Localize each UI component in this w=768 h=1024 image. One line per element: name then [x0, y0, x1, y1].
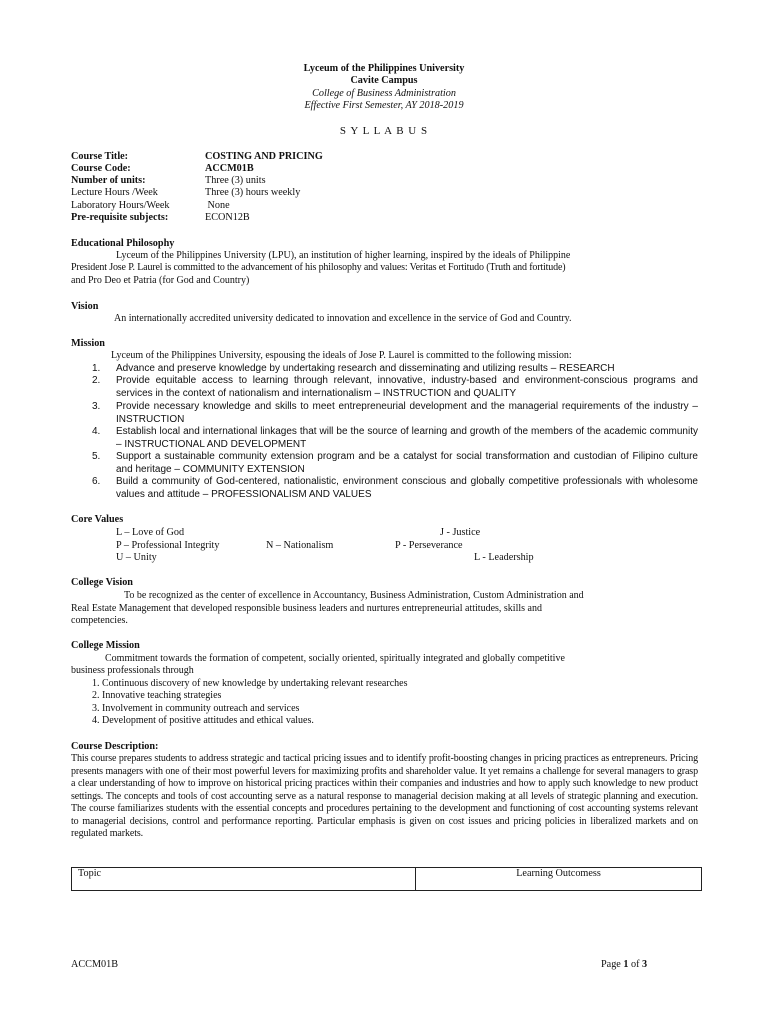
course-info-value: Three (3) units: [205, 175, 266, 186]
core-value-nationalism: N – Nationalism: [266, 540, 334, 551]
vision-text: An internationally accredited university dedicated to innovation and excellence in the service of God and Country.: [114, 313, 572, 324]
mission-item-number: 3.: [92, 401, 101, 412]
page-of-label: of: [628, 959, 643, 970]
course-info-value: ACCM01B: [205, 163, 254, 174]
mission-item-text: Establish local and international linkages that will be the source of learning and growth of the members of the academic community – INSTRUCTIONAL AND DEVELOPMENT: [116, 426, 698, 450]
college-mission-line: Commitment towards the formation of competent, socially oriented, spiritually integrated and globally competitive: [105, 653, 565, 664]
topics-table: [71, 867, 702, 891]
current-page: 1: [623, 959, 629, 970]
course-info-row: [71, 200, 691, 213]
educational-philosophy-heading: Educational Philosophy: [71, 238, 175, 249]
core-value-unity: U – Unity: [116, 552, 157, 563]
course-info-label: Course Title:: [71, 151, 129, 162]
college-mission-item: 1. Continuous discovery of new knowledge by undertaking relevant researches: [92, 678, 408, 689]
vision-heading: Vision: [71, 301, 99, 312]
college-mission-heading: College Mission: [71, 640, 140, 651]
college-vision-heading: College Vision: [71, 577, 133, 588]
course-info-label: Lecture Hours /Week: [71, 187, 158, 198]
core-value-perseverance: P - Perseverance: [395, 540, 463, 551]
course-info-value: ECON12B: [205, 212, 250, 223]
table-header-topic: Topic: [72, 868, 416, 891]
philosophy-line: President Jose P. Laurel is committed to the advancement of his philosophy and values: Veritas et Fortitudo (Truth and fortitude): [71, 262, 566, 273]
mission-item-text: Build a community of God-centered, nationalistic, environment conscious and globally competitive professionals with wholesome values and attitude – PROFESSIONALISM AND VALUES: [116, 476, 698, 500]
effectivity-line: Effective First Semester, AY 2018-2019: [304, 100, 464, 111]
university-name: Lyceum of the Philippines University: [303, 63, 465, 74]
mission-intro: Lyceum of the Philippines University, espousing the ideals of Jose P. Laurel is committed to the following mission:: [111, 350, 572, 361]
page-label: Page: [601, 959, 624, 970]
college-mission-item: 3. Involvement in community outreach and services: [92, 703, 300, 714]
mission-item-number: 1.: [92, 363, 101, 374]
mission-item-text: Advance and preserve knowledge by undertaking research and disseminating and utilizing results – RESEARCH: [116, 363, 615, 374]
core-value-professional-integrity: P – Professional Integrity: [116, 540, 220, 551]
core-value-leadership: L - Leadership: [474, 552, 534, 563]
college-mission-item: 4. Development of positive attitudes and ethical values.: [92, 715, 314, 726]
campus-name: Cavite Campus: [350, 75, 418, 86]
core-value-justice: J - Justice: [440, 527, 481, 538]
course-info-value: None: [205, 200, 230, 211]
course-info-row: [71, 212, 691, 225]
college-name: College of Business Administration: [312, 88, 456, 99]
mission-item-text: Support a sustainable community extension program and be a catalyst for social transformation and custodian of Filipino culture and heritage – COMMUNITY EXTENSION: [116, 451, 698, 475]
table-header-row: [72, 868, 702, 891]
course-description-heading: Course Description:: [71, 741, 159, 752]
course-info-label: Course Code:: [71, 163, 131, 174]
mission-item-number: 5.: [92, 451, 101, 462]
mission-item-number: 2.: [92, 375, 101, 386]
course-description-text: This course prepares students to address strategic and tactical pricing issues and to identify profit-boosting changes in pricing practices as entrepreneurs. Pricing presents managers with one of their most powerful levers for maximizing profits and shareholder value. It yet remains a challenge for several managers to grasp a clear understanding of how to improve on historical pricing practices within their companies and industries and how to apply such knowledge to new product settings. The concepts and tools of cost accounting serve as a natural response to managerial decision making at all levels of strategic planning and execution. The course familiarizes students with the essential concepts and procedures pertaining to the development and functioning of cost accounting systems relevant to managerial decisions, control and performance reporting. Particular emphasis is given on cost issues and pricing policies in liberalized markets and on regulated markets.: [71, 753, 698, 839]
mission-heading: Mission: [71, 338, 105, 349]
mission-item-text: Provide necessary knowledge and skills to meet entrepreneurial development and the managerial requirements of the industry – INSTRUCTION: [116, 401, 698, 425]
course-info-value: Three (3) hours weekly: [205, 187, 301, 198]
core-values-heading: Core Values: [71, 514, 124, 525]
course-info-row: [71, 187, 691, 200]
philosophy-line: Lyceum of the Philippines University (LPU), an institution of higher learning, inspired by the ideals of Philippine: [116, 250, 571, 261]
course-info-label: Pre-requisite subjects:: [71, 212, 169, 223]
mission-item-number: 4.: [92, 426, 101, 437]
total-pages: 3: [642, 959, 648, 970]
college-vision-line: To be recognized as the center of excellence in Accountancy, Business Administration, Custom Administration and: [124, 590, 584, 601]
course-info-row: [71, 175, 691, 188]
table-header-learning-outcomes: Learning Outcomess: [416, 868, 702, 891]
course-info-label: Number of units:: [71, 175, 146, 186]
college-vision-line: competencies.: [71, 615, 128, 626]
college-vision-line: Real Estate Management that developed responsible business leaders and nurtures entrepreneurial attitudes, skills and: [71, 603, 542, 614]
course-info-value: COSTING AND PRICING: [205, 151, 323, 162]
mission-item-number: 6.: [92, 476, 101, 487]
mission-item-text: Provide equitable access to learning through relevant, innovative, industry-based and environment-conscious programs and services in the context of nationalism and internationalism – INSTRUCTION and QUALITY: [116, 375, 698, 399]
footer-page-number: [601, 959, 647, 972]
footer-course-code: ACCM01B: [71, 959, 118, 970]
college-mission-line: business professionals through: [71, 665, 194, 676]
course-info-row: [71, 163, 691, 176]
philosophy-line: and Pro Deo et Patria (for God and Country): [71, 275, 250, 286]
core-value-love-of-god: L – Love of God: [116, 527, 185, 538]
course-info-row: [71, 151, 691, 164]
college-mission-item: 2. Innovative teaching strategies: [92, 690, 222, 701]
course-info-label: Laboratory Hours/Week: [71, 200, 170, 211]
document-title: S Y L L A B U S: [339, 125, 429, 137]
